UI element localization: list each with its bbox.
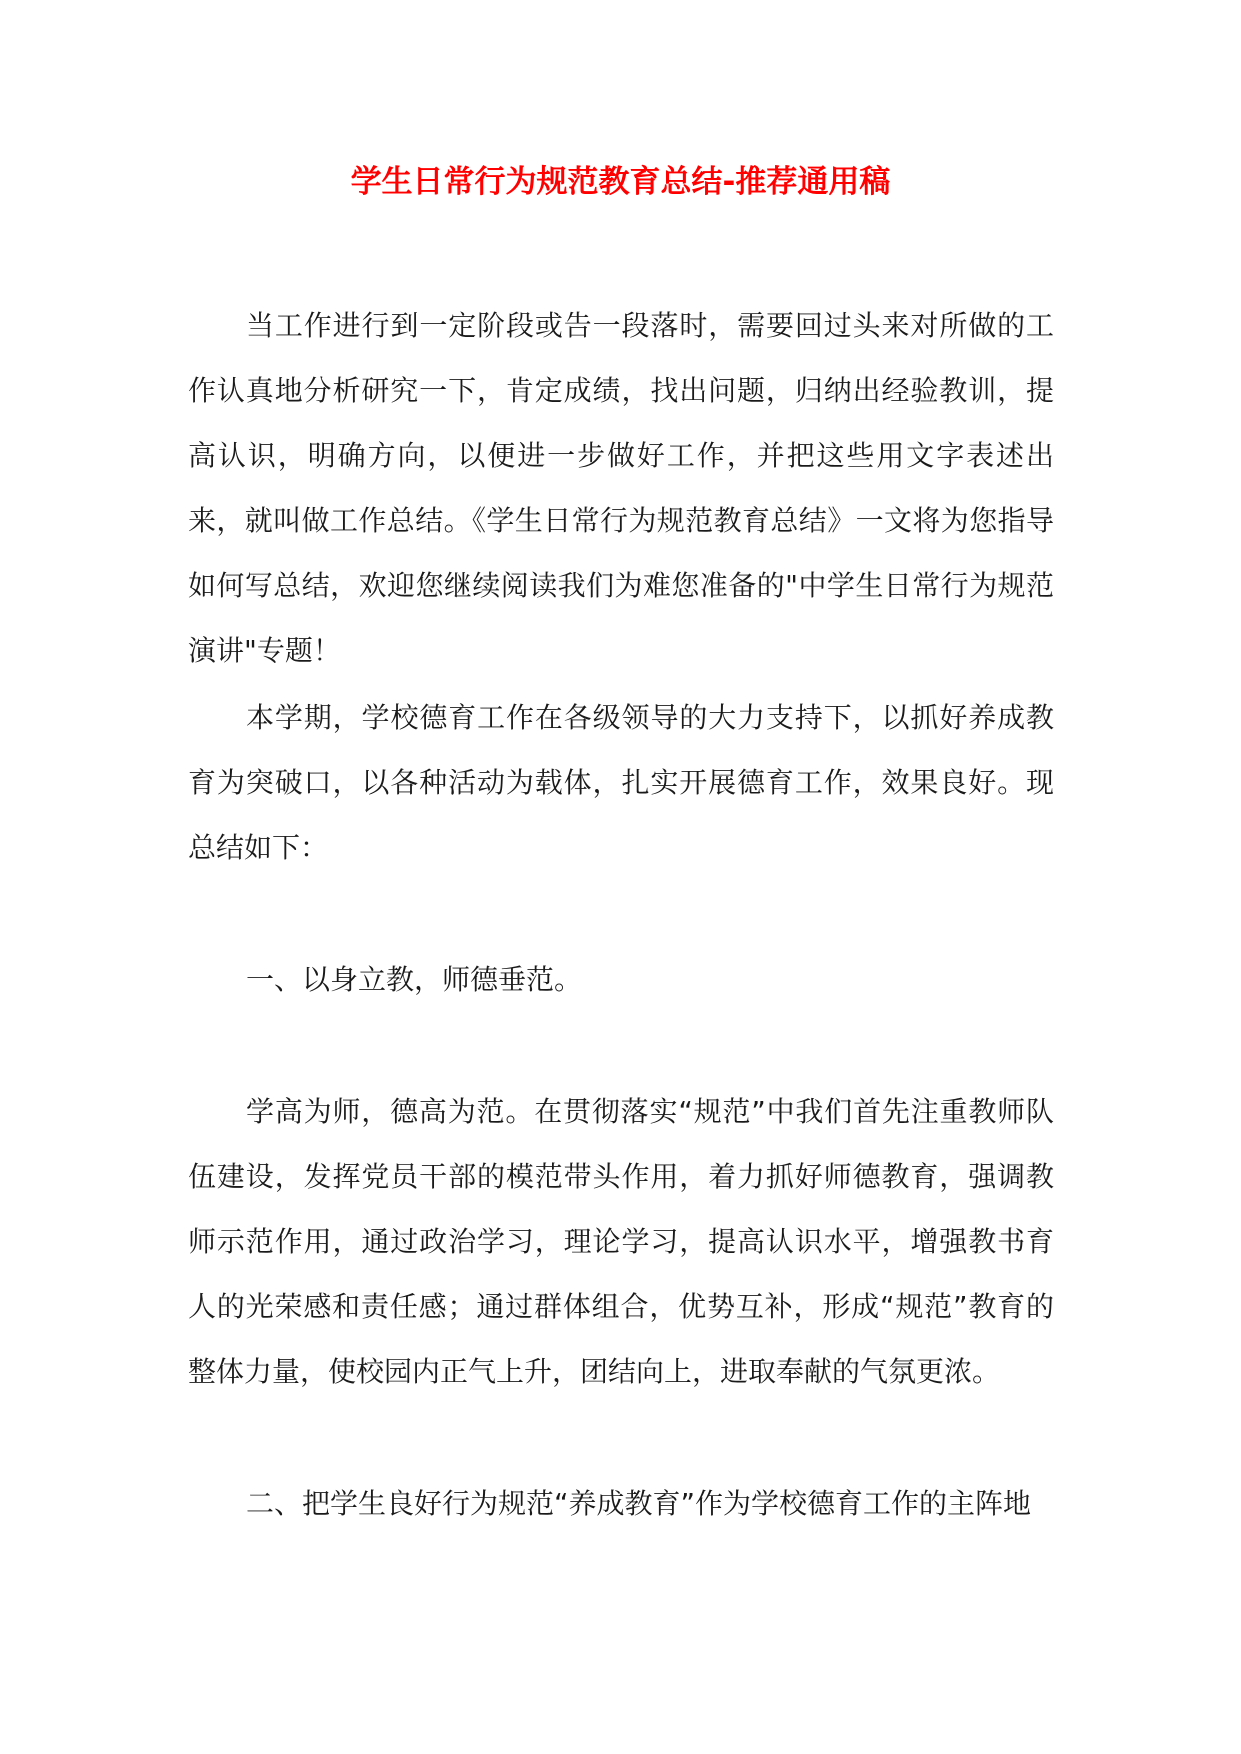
document-body: [188, 293, 1054, 1536]
document-title: 学生日常行为规范教育总结-推荐通用稿: [350, 164, 891, 200]
paragraph-spacer: [188, 880, 1054, 947]
paragraph-spacer: [188, 1012, 1054, 1079]
summary-paragraph: 本学期，学校德育工作在各级领导的大力支持下，以抓好养成教育为突破口，以各种活动为载体，扎实开展德育工作，效果良好。现总结如下：: [188, 701, 1054, 864]
section-1-paragraph: 学高为师，德高为范。在贯彻落实“规范”中我们首先注重教师队伍建设，发挥党员干部的模范带头作用，着力抓好师德教育，强调教师示范作用，通过政治学习，理论学习，提高认识水平，增强教书育人的光荣感和责任感；通过群体组合，优势互补，形成“规范”教育的整体力量，使校园内正气上升，团结向上，进取奉献的气氛更浓。: [188, 1095, 1054, 1388]
section-heading-1: 一、以身立教，师德垂范。: [246, 963, 583, 996]
intro-paragraph: 当工作进行到一定阶段或告一段落时，需要回过头来对所做的工作认真地分析研究一下，肯定成绩，找出问题，归纳出经验教训，提高认识，明确方向，以便进一步做好工作，并把这些用文字表述出来，就叫做工作总结。《学生日常行为规范教育总结》一文将为您指导如何写总结，欢迎您继续阅读我们为难您准备的"中学生日常行为规范演讲"专题！: [188, 309, 1054, 667]
section-heading-2: 二、把学生良好行为规范“养成教育”作为学校德育工作的主阵地: [246, 1487, 1032, 1520]
paragraph-spacer: [188, 1404, 1054, 1471]
